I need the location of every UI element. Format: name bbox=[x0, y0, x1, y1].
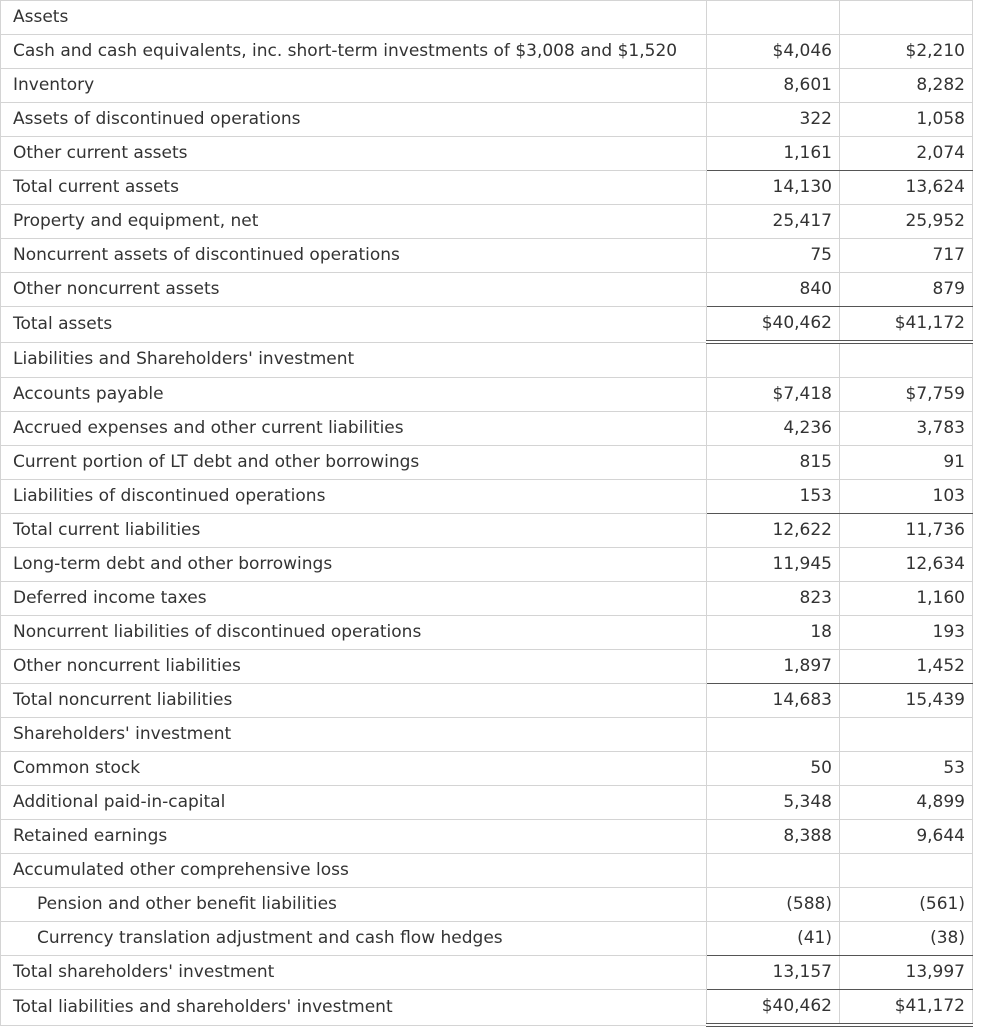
value-prior: 9,644 bbox=[840, 820, 973, 854]
row-label: Total liabilities and shareholders' investment bbox=[1, 990, 707, 1026]
value-prior: 11,736 bbox=[840, 514, 973, 548]
value-prior: 3,783 bbox=[840, 412, 973, 446]
row-label: Other noncurrent liabilities bbox=[1, 650, 707, 684]
value-prior: 103 bbox=[840, 480, 973, 514]
value-current: 815 bbox=[707, 446, 840, 480]
table-row bbox=[1, 956, 973, 990]
table-row bbox=[1, 616, 973, 650]
value-prior: 193 bbox=[840, 616, 973, 650]
row-label: Additional paid-in-capital bbox=[1, 786, 707, 820]
table-row bbox=[1, 752, 973, 786]
row-label: Noncurrent liabilities of discontinued operations bbox=[1, 616, 707, 650]
row-label: Assets of discontinued operations bbox=[1, 103, 707, 137]
row-label: Currency translation adjustment and cash flow hedges bbox=[1, 922, 707, 956]
value-current: $4,046 bbox=[707, 35, 840, 69]
value-current bbox=[707, 718, 840, 752]
value-current: 8,388 bbox=[707, 820, 840, 854]
value-prior: (561) bbox=[840, 888, 973, 922]
value-current: 14,683 bbox=[707, 684, 840, 718]
value-current: 11,945 bbox=[707, 548, 840, 582]
row-label: Total shareholders' investment bbox=[1, 956, 707, 990]
value-current: 840 bbox=[707, 273, 840, 307]
value-current bbox=[707, 854, 840, 888]
value-current: 12,622 bbox=[707, 514, 840, 548]
value-prior: 1,452 bbox=[840, 650, 973, 684]
value-current: 322 bbox=[707, 103, 840, 137]
row-label: Total assets bbox=[1, 307, 707, 343]
value-prior: 12,634 bbox=[840, 548, 973, 582]
value-current: 4,236 bbox=[707, 412, 840, 446]
value-prior: 25,952 bbox=[840, 205, 973, 239]
table-row bbox=[1, 514, 973, 548]
value-prior: 91 bbox=[840, 446, 973, 480]
row-label: Noncurrent assets of discontinued operations bbox=[1, 239, 707, 273]
table-row bbox=[1, 820, 973, 854]
value-current: 13,157 bbox=[707, 956, 840, 990]
value-prior: 8,282 bbox=[840, 69, 973, 103]
value-prior: 2,074 bbox=[840, 137, 973, 171]
row-label: Other current assets bbox=[1, 137, 707, 171]
table-row bbox=[1, 990, 973, 1026]
value-prior: 1,058 bbox=[840, 103, 973, 137]
table-row bbox=[1, 446, 973, 480]
row-label: Property and equipment, net bbox=[1, 205, 707, 239]
table-row bbox=[1, 69, 973, 103]
table-row bbox=[1, 307, 973, 343]
balance-sheet-body bbox=[1, 1, 973, 1026]
value-prior bbox=[840, 854, 973, 888]
value-prior: 13,624 bbox=[840, 171, 973, 205]
value-prior: $41,172 bbox=[840, 990, 973, 1026]
table-row bbox=[1, 548, 973, 582]
table-row bbox=[1, 718, 973, 752]
row-label: Other noncurrent assets bbox=[1, 273, 707, 307]
value-prior: $41,172 bbox=[840, 307, 973, 343]
row-label: Inventory bbox=[1, 69, 707, 103]
row-label: Shareholders' investment bbox=[1, 718, 707, 752]
value-current: 1,161 bbox=[707, 137, 840, 171]
row-label: Deferred income taxes bbox=[1, 582, 707, 616]
value-current: 75 bbox=[707, 239, 840, 273]
table-row bbox=[1, 273, 973, 307]
row-label: Accounts payable bbox=[1, 378, 707, 412]
value-prior bbox=[840, 342, 973, 378]
table-row bbox=[1, 342, 973, 378]
value-current bbox=[707, 1, 840, 35]
table-row bbox=[1, 922, 973, 956]
value-prior: 53 bbox=[840, 752, 973, 786]
table-row bbox=[1, 171, 973, 205]
table-row bbox=[1, 854, 973, 888]
value-prior: $7,759 bbox=[840, 378, 973, 412]
value-current: 5,348 bbox=[707, 786, 840, 820]
table-row bbox=[1, 412, 973, 446]
value-current: 823 bbox=[707, 582, 840, 616]
table-row bbox=[1, 684, 973, 718]
row-label: Long-term debt and other borrowings bbox=[1, 548, 707, 582]
table-row bbox=[1, 650, 973, 684]
value-prior: 13,997 bbox=[840, 956, 973, 990]
row-label: Total current liabilities bbox=[1, 514, 707, 548]
row-label: Liabilities of discontinued operations bbox=[1, 480, 707, 514]
value-prior: 15,439 bbox=[840, 684, 973, 718]
value-prior bbox=[840, 1, 973, 35]
table-row bbox=[1, 1, 973, 35]
value-prior: 1,160 bbox=[840, 582, 973, 616]
value-current bbox=[707, 342, 840, 378]
value-current: $7,418 bbox=[707, 378, 840, 412]
table-row bbox=[1, 205, 973, 239]
table-row bbox=[1, 378, 973, 412]
table-row bbox=[1, 888, 973, 922]
table-row bbox=[1, 239, 973, 273]
row-label: Total noncurrent liabilities bbox=[1, 684, 707, 718]
row-label: Pension and other benefit liabilities bbox=[1, 888, 707, 922]
row-label: Accrued expenses and other current liabilities bbox=[1, 412, 707, 446]
row-label: Liabilities and Shareholders' investment bbox=[1, 342, 707, 378]
table-row bbox=[1, 786, 973, 820]
value-prior bbox=[840, 718, 973, 752]
row-label: Cash and cash equivalents, inc. short-term investments of $3,008 and $1,520 bbox=[1, 35, 707, 69]
value-current: 8,601 bbox=[707, 69, 840, 103]
table-row bbox=[1, 35, 973, 69]
row-label: Total current assets bbox=[1, 171, 707, 205]
value-current: (41) bbox=[707, 922, 840, 956]
value-current: 153 bbox=[707, 480, 840, 514]
value-current: 25,417 bbox=[707, 205, 840, 239]
value-prior: 717 bbox=[840, 239, 973, 273]
table-row bbox=[1, 480, 973, 514]
value-current: 50 bbox=[707, 752, 840, 786]
value-current: $40,462 bbox=[707, 990, 840, 1026]
value-current: 1,897 bbox=[707, 650, 840, 684]
value-current: (588) bbox=[707, 888, 840, 922]
row-label: Accumulated other comprehensive loss bbox=[1, 854, 707, 888]
value-current: 18 bbox=[707, 616, 840, 650]
row-label: Assets bbox=[1, 1, 707, 35]
table-row bbox=[1, 582, 973, 616]
table-row bbox=[1, 137, 973, 171]
row-label: Current portion of LT debt and other borrowings bbox=[1, 446, 707, 480]
value-prior: (38) bbox=[840, 922, 973, 956]
row-label: Common stock bbox=[1, 752, 707, 786]
value-current: 14,130 bbox=[707, 171, 840, 205]
value-prior: $2,210 bbox=[840, 35, 973, 69]
value-prior: 879 bbox=[840, 273, 973, 307]
table-row bbox=[1, 103, 973, 137]
value-current: $40,462 bbox=[707, 307, 840, 343]
value-prior: 4,899 bbox=[840, 786, 973, 820]
row-label: Retained earnings bbox=[1, 820, 707, 854]
